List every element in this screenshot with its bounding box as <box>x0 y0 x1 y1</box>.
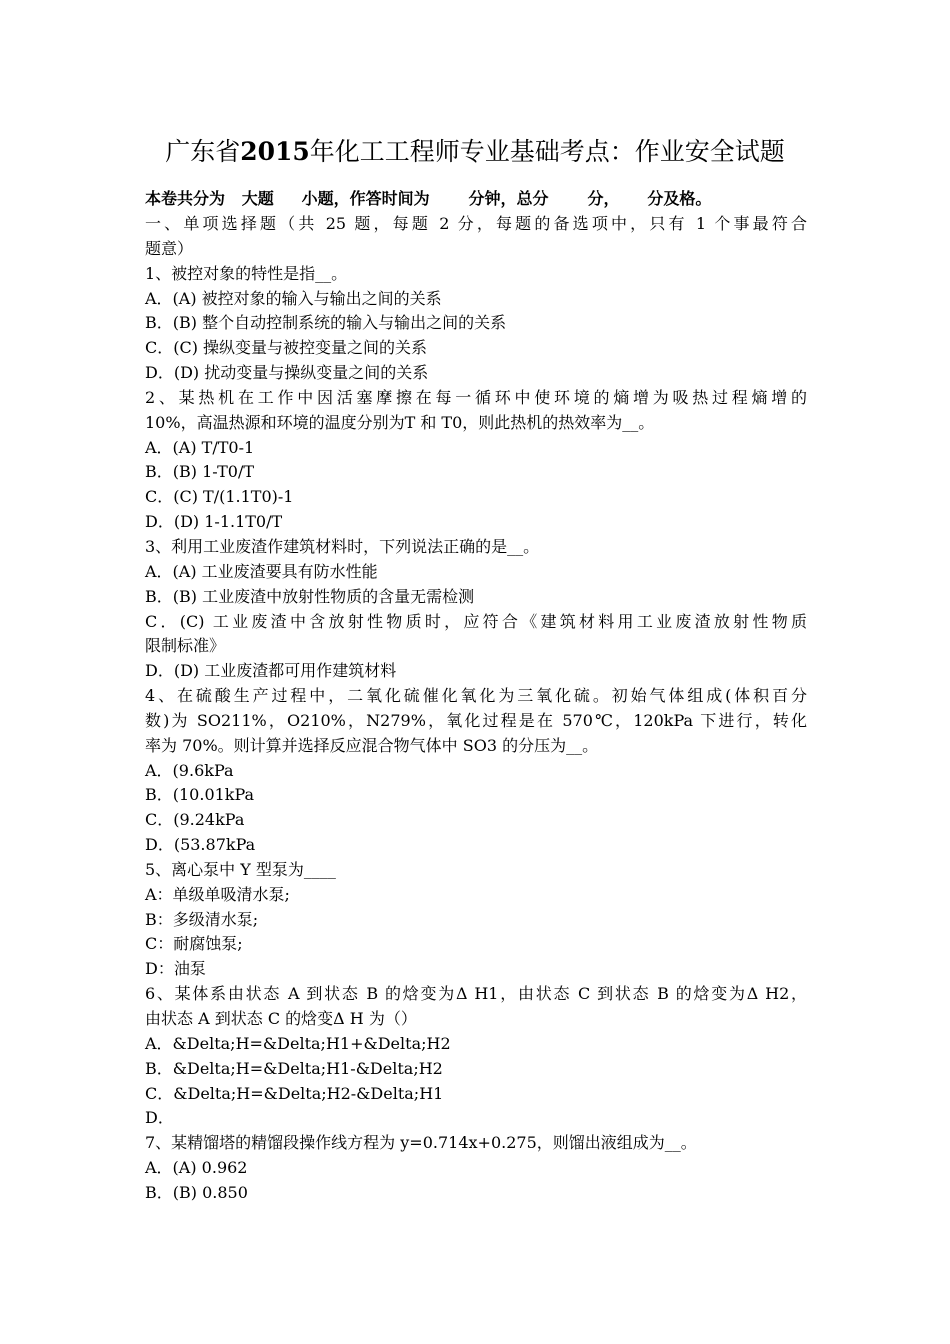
question-2-option-d: D．(D) 1-1.1T0/T <box>145 512 283 532</box>
question-2-option-c: C．(C) T/(1.1T0)-1 <box>145 487 294 507</box>
question-1-option-b: B．(B) 整个自动控制系统的输入与输出之间的关系 <box>145 313 507 333</box>
question-6-option-c: C．&Delta;H=&Delta;H2-&Delta;H1 <box>145 1083 444 1103</box>
page-title <box>0 135 950 169</box>
question-7-stem: 7、某精馏塔的精馏段操作线方程为 y=0.714x+0.275，则馏出液组成为__。 <box>145 1133 697 1153</box>
question-1-option-c: C．(C) 操纵变量与被控变量之间的关系 <box>145 338 428 358</box>
question-2-option-a: A．(A) T/T0-1 <box>145 437 255 457</box>
question-4-stem-cont-1: 数)为 SO211%，O210%，N279%，氧化过程是在 570℃，120kPa 下进行，转化 <box>145 710 807 730</box>
question-7-option-b: B．(B) 0.850 <box>145 1182 248 1202</box>
question-1-option-d: D．(D) 扰动变量与操纵变量之间的关系 <box>145 363 429 383</box>
question-5-option-b: B：多级清水泵; <box>145 909 259 929</box>
title-year: 2015 <box>240 137 310 166</box>
question-4-option-d: D．(53.87kPa <box>145 835 256 855</box>
title-suffix: 年化工工程师专业基础考点：作业安全试题 <box>309 137 785 166</box>
question-list <box>145 212 807 1206</box>
question-4-option-c: C．(9.24kPa <box>145 810 245 830</box>
question-3-option-c: C．(C) 工业废渣中含放射性物质时，应符合《建筑材料用工业废渣放射性物质 <box>145 611 807 631</box>
question-6-option-d: D． <box>145 1108 174 1128</box>
question-3-option-c-cont: 限制标准》 <box>145 636 226 656</box>
question-4-option-a: A．(9.6kPa <box>145 760 234 780</box>
question-1-option-a: A．(A) 被控对象的输入与输出之间的关系 <box>145 288 442 308</box>
question-6-stem: 6、某体系由状态 A 到状态 B 的焓变为Δ H1，由状态 C 到状态 B 的焓变为Δ H2， <box>145 984 807 1004</box>
question-4-stem: 4、在硫酸生产过程中，二氧化硫催化氧化为三氧化硫。初始气体组成(体积百分 <box>145 686 807 706</box>
title-prefix: 广东省 <box>165 137 241 166</box>
section-heading-cont: 题意） <box>145 238 194 258</box>
question-3-option-b: B．(B) 工业废渣中放射性物质的含量无需检测 <box>145 586 475 606</box>
question-3-stem: 3、利用工业废渣作建筑材料时，下列说法正确的是__。 <box>145 536 540 556</box>
question-5-stem: 5、离心泵中 Y 型泵为____ <box>145 859 336 879</box>
question-5-option-c: C：耐腐蚀泵; <box>145 934 243 954</box>
question-3-option-a: A．(A) 工业废渣要具有防水性能 <box>145 561 378 581</box>
question-5-option-d: D：油泵 <box>145 959 206 979</box>
question-4-stem-cont-2: 率为 70%。则计算并选择反应混合物气体中 SO3 的分压为__。 <box>145 735 599 755</box>
question-7-option-a: A．(A) 0.962 <box>145 1158 248 1178</box>
exam-intro: 本卷共分为 大题 小题，作答时间为 分钟，总分 分， 分及格。 <box>145 189 712 208</box>
question-2-stem-cont: 10%，高温热源和环境的温度分别为T 和 T0，则此热机的热效率为__。 <box>145 412 655 432</box>
section-heading: 一、单项选择题（共 25 题，每题 2 分，每题的备选项中，只有 1 个事最符合 <box>145 214 807 233</box>
question-1-stem: 1、被控对象的特性是指__。 <box>145 263 348 283</box>
question-5-option-a: A：单级单吸清水泵; <box>145 884 290 904</box>
question-2-option-b: B．(B) 1-T0/T <box>145 462 255 482</box>
question-6-option-b: B．&Delta;H=&Delta;H1-&Delta;H2 <box>145 1058 443 1078</box>
question-3-option-d: D．(D) 工业废渣都可用作建筑材料 <box>145 661 397 681</box>
question-6-stem-cont: 由状态 A 到状态 C 的焓变Δ H 为（） <box>145 1009 417 1028</box>
question-6-option-a: A．&Delta;H=&Delta;H1+&Delta;H2 <box>145 1033 451 1053</box>
question-2-stem: 2、某热机在工作中因活塞摩擦在每一循环中使环境的熵增为吸热过程熵增的 <box>145 387 807 407</box>
question-4-option-b: B．(10.01kPa <box>145 785 255 805</box>
